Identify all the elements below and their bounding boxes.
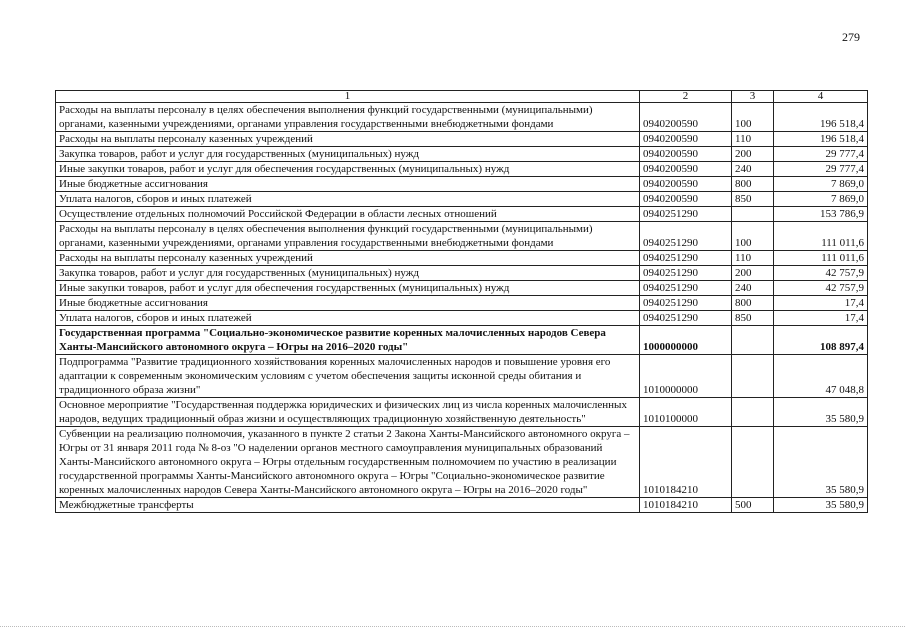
row-expense-type (732, 427, 774, 498)
row-target-code: 1010100000 (640, 398, 732, 427)
row-target-code: 0940251290 (640, 266, 732, 281)
row-target-code: 0940200590 (640, 192, 732, 207)
row-description: Уплата налогов, сборов и иных платежей (56, 311, 640, 326)
row-amount: 17,4 (774, 311, 868, 326)
row-description: Уплата налогов, сборов и иных платежей (56, 192, 640, 207)
row-amount: 196 518,4 (774, 132, 868, 147)
table-row (56, 103, 868, 132)
table-row (56, 222, 868, 251)
row-target-code: 0940251290 (640, 207, 732, 222)
row-amount: 29 777,4 (774, 147, 868, 162)
table-row (56, 355, 868, 398)
row-expense-type: 200 (732, 147, 774, 162)
row-expense-type (732, 207, 774, 222)
budget-table (55, 90, 868, 513)
table-row (56, 427, 868, 498)
row-expense-type: 110 (732, 132, 774, 147)
row-amount: 196 518,4 (774, 103, 868, 132)
row-target-code: 0940200590 (640, 132, 732, 147)
row-description: Закупка товаров, работ и услуг для государственных (муниципальных) нужд (56, 147, 640, 162)
row-description: Иные бюджетные ассигнования (56, 177, 640, 192)
row-amount: 153 786,9 (774, 207, 868, 222)
table-row (56, 207, 868, 222)
row-amount: 42 757,9 (774, 281, 868, 296)
row-expense-type: 850 (732, 311, 774, 326)
row-expense-type: 110 (732, 251, 774, 266)
row-target-code: 0940200590 (640, 147, 732, 162)
row-target-code: 0940251290 (640, 222, 732, 251)
row-description: Основное мероприятие "Государственная поддержка юридических и физических лиц из числа коренных малочисленных народов, ведущих традиционный образ жизни и осуществляющих традиционную хозяйственную деятельность" (56, 398, 640, 427)
row-description: Расходы на выплаты персоналу казенных учреждений (56, 132, 640, 147)
table-row (56, 326, 868, 355)
row-expense-type: 100 (732, 222, 774, 251)
row-expense-type: 800 (732, 177, 774, 192)
row-description: Подпрограмма "Развитие традиционного хозяйствования коренных малочисленных народов и повышение уровня его адаптации к современным экономическим условиям с учетом обеспечения защиты исконной среды обитания и традиционного образа жизни" (56, 355, 640, 398)
header-col-1: 1 (56, 91, 640, 103)
row-description: Иные закупки товаров, работ и услуг для обеспечения государственных (муниципальных) нужд (56, 162, 640, 177)
row-target-code: 0940251290 (640, 281, 732, 296)
row-target-code: 0940200590 (640, 162, 732, 177)
row-expense-type: 240 (732, 281, 774, 296)
row-description: Межбюджетные трансферты (56, 498, 640, 513)
row-target-code: 1010184210 (640, 498, 732, 513)
table-body (56, 103, 868, 513)
row-amount: 108 897,4 (774, 326, 868, 355)
row-expense-type: 500 (732, 498, 774, 513)
row-target-code: 1010000000 (640, 355, 732, 398)
row-amount: 42 757,9 (774, 266, 868, 281)
row-expense-type: 850 (732, 192, 774, 207)
table-row (56, 498, 868, 513)
table-row (56, 162, 868, 177)
row-expense-type (732, 398, 774, 427)
table-row (56, 177, 868, 192)
row-expense-type: 240 (732, 162, 774, 177)
row-expense-type: 200 (732, 266, 774, 281)
row-amount: 35 580,9 (774, 498, 868, 513)
row-description: Осуществление отдельных полномочий Российской Федерации в области лесных отношений (56, 207, 640, 222)
row-description: Государственная программа "Социально-экономическое развитие коренных малочисленных народов Севера Ханты-Мансийского автономного округа – Югры на 2016–2020 годы" (56, 326, 640, 355)
row-description: Закупка товаров, работ и услуг для государственных (муниципальных) нужд (56, 266, 640, 281)
row-target-code: 0940200590 (640, 177, 732, 192)
row-target-code: 0940251290 (640, 311, 732, 326)
row-target-code: 1000000000 (640, 326, 732, 355)
row-description: Иные бюджетные ассигнования (56, 296, 640, 311)
table-row (56, 266, 868, 281)
table-row (56, 147, 868, 162)
row-amount: 7 869,0 (774, 192, 868, 207)
row-expense-type: 800 (732, 296, 774, 311)
row-amount: 35 580,9 (774, 398, 868, 427)
row-amount: 7 869,0 (774, 177, 868, 192)
row-description: Иные закупки товаров, работ и услуг для обеспечения государственных (муниципальных) нужд (56, 281, 640, 296)
table-row (56, 251, 868, 266)
row-expense-type (732, 326, 774, 355)
table-header-row (56, 91, 868, 103)
table-row (56, 296, 868, 311)
row-expense-type: 100 (732, 103, 774, 132)
table-row (56, 311, 868, 326)
table-row (56, 281, 868, 296)
row-description: Субвенции на реализацию полномочия, указанного в пункте 2 статьи 2 Закона Ханты-Мансийского автономного округа – Югры от 31 января 2011 года № 8-оз "О наделении органов местного самоуправления муниципальных образований Ханты-Мансийского автономного округа – Югры отдельным государственным полномочием по участию в реализации государственной программы Ханты-Мансийского автономного округа – Югры "Социально-экономическое развитие коренных малочисленных народов Севера Ханты-Мансийского автономного округа – Югры на 2016–2020 годы" (56, 427, 640, 498)
table-row (56, 398, 868, 427)
header-col-4: 4 (774, 91, 868, 103)
row-expense-type (732, 355, 774, 398)
row-target-code: 0940251290 (640, 251, 732, 266)
row-target-code: 0940251290 (640, 296, 732, 311)
row-amount: 47 048,8 (774, 355, 868, 398)
table-row (56, 132, 868, 147)
row-description: Расходы на выплаты персоналу в целях обеспечения выполнения функций государственными (муниципальными) органами, казенными учреждениями, органами управления государственными внебюджетными фондами (56, 103, 640, 132)
row-target-code: 0940200590 (640, 103, 732, 132)
row-amount: 17,4 (774, 296, 868, 311)
header-col-3: 3 (732, 91, 774, 103)
row-target-code: 1010184210 (640, 427, 732, 498)
scan-artifact-line (0, 626, 905, 629)
row-amount: 111 011,6 (774, 251, 868, 266)
row-description: Расходы на выплаты персоналу в целях обеспечения выполнения функций государственными (муниципальными) органами, казенными учреждениями, органами управления государственными внебюджетными фондами (56, 222, 640, 251)
row-amount: 111 011,6 (774, 222, 868, 251)
row-amount: 35 580,9 (774, 427, 868, 498)
row-description: Расходы на выплаты персоналу казенных учреждений (56, 251, 640, 266)
table-row (56, 192, 868, 207)
header-col-2: 2 (640, 91, 732, 103)
row-amount: 29 777,4 (774, 162, 868, 177)
page-number: 279 (842, 30, 860, 44)
